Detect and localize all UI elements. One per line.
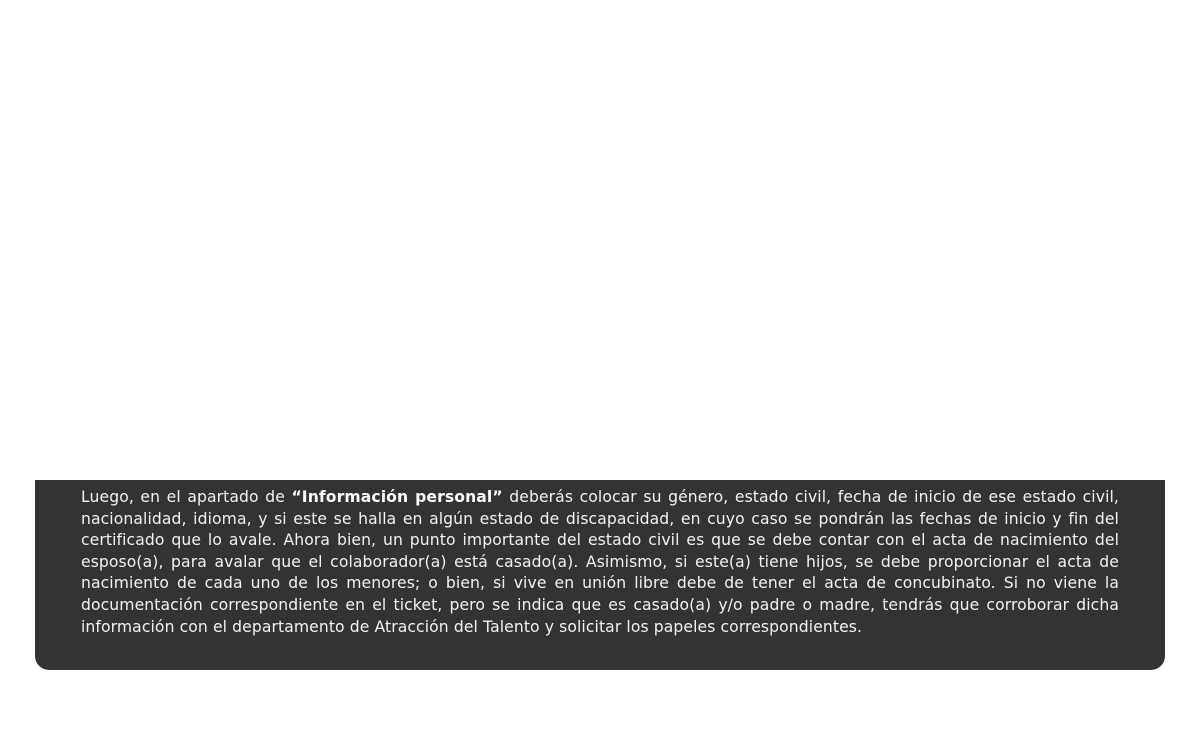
caption-intro: Luego, en el apartado de [81,488,292,506]
caption-body: deberás colocar su género, estado civil, fecha de inicio de ese estado civil, nacionalidad, idioma, y si este se halla en algún estado de discapacidad, en cuyo caso se pondrán las fechas de inicio y fin del certificado que lo avale. Ahora bien, un punto importante del estado civil es que se debe contar con el acta de nacimiento del esposo(a), para avalar que el colaborador(a) está casado(a). Asimismo, si este(a) tiene hijos, se debe proporcionar el acta de nacimiento de cada uno de los menores; o bien, si vive en unión libre debe de tener el acta de concubinato. Si no viene la documentación correspondiente en el ticket, pero se indica que es casado(a) y/o padre o madre, tendrás que corroborar dicha información con el departamento de Atracción del Talento y solicitar los papeles correspondientes. [81,488,1119,636]
caption-highlight: “Información personal” [291,488,503,506]
caption-paragraph [81,487,1119,638]
caption-box [35,480,1165,670]
